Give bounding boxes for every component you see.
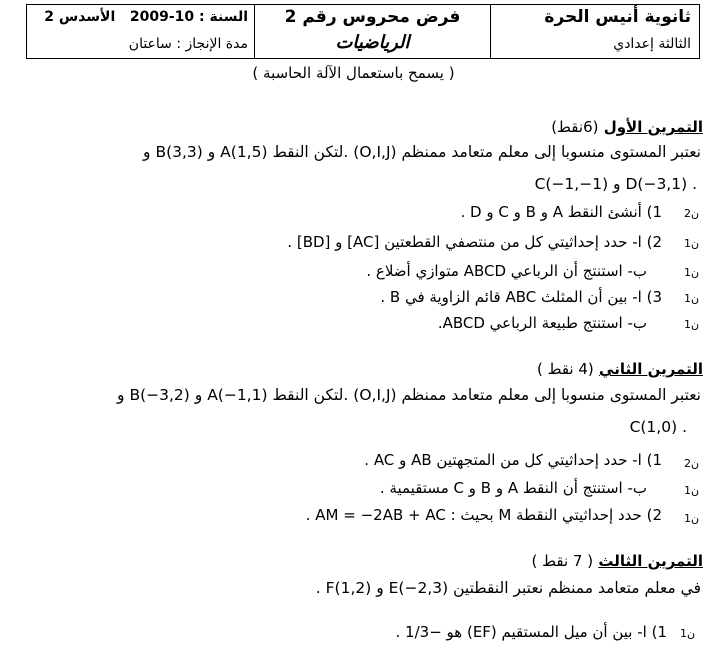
ex2-intro-line1: نعتبر المستوى منسوبا إلى معلم متعامد ممنظم (O,I,J) .لتكن النقط A(−1,1) و B(−3,2) و bbox=[117, 386, 701, 404]
ex1-q2a: 2) ا- حدد إحداثيتي كل من منتصفي القطعتين [AC] و [BD] . bbox=[287, 233, 662, 251]
ex2-q1b: ب- استنتج أن النقط A و B و C مستقيمية . bbox=[379, 479, 647, 497]
ex2-q1b-points: ن1 bbox=[684, 484, 700, 497]
ex2-intro-line2: . C(1,0) bbox=[629, 418, 687, 436]
header-title-cell bbox=[255, 5, 491, 58]
ex1-title bbox=[551, 118, 703, 136]
subject-title: الرياضيات bbox=[335, 32, 410, 53]
exam-title: فرض محروس رقم 2 bbox=[284, 7, 461, 27]
year-label: السنة : bbox=[199, 9, 248, 25]
ex2-q2: 2) حدد إحداثيتي النقطة M بحيث : AM = −2AB + AC . bbox=[305, 506, 662, 524]
ex2-points: (4 نقط ) bbox=[536, 360, 594, 378]
school-year bbox=[44, 9, 248, 25]
ex1-q2a-points: ن1 bbox=[684, 237, 700, 250]
ex1-q1: 1) أنشئ النقط A و B و C و D . bbox=[460, 203, 662, 221]
ex3-q1a-points: ن1 bbox=[680, 627, 696, 640]
duration: مدة الإنجاز : ساعتان bbox=[128, 36, 248, 52]
ex1-q2b-points: ن1 bbox=[684, 266, 700, 279]
semester: الأسدس 2 bbox=[44, 9, 116, 25]
ex1-points: (6نقط) bbox=[551, 118, 599, 136]
ex1-q2b: ب- استنتج أن الرباعي ABCD متوازي أضلاع . bbox=[366, 262, 647, 280]
ex1-q3a-points: ن1 bbox=[684, 292, 700, 305]
year-value: 2009-10 bbox=[129, 9, 195, 25]
ex1-q3b: ب- استنتج طبيعة الرباعي ABCD. bbox=[437, 314, 647, 332]
ex3-intro: في معلم متعامد ممنظم نعتبر النقطتين E(−2,3) و F(1,2) . bbox=[315, 579, 701, 597]
ex1-intro-line1: نعتبر المستوى منسوبا إلى معلم متعامد ممنظم (O,I,J) .لتكن النقط A(1,5) و B(3,3) و bbox=[143, 143, 701, 161]
school-name: ثانوية أنيس الحرة bbox=[544, 7, 691, 27]
grade-level: الثالثة إعدادي bbox=[613, 36, 691, 52]
ex1-q3a: 3) ا- بين أن المثلث ABC قائم الزاوية في B . bbox=[380, 288, 662, 306]
header-box bbox=[26, 4, 700, 59]
ex1-q1-points: ن2 bbox=[684, 207, 700, 220]
ex2-title-text: التمرين الثاني bbox=[599, 360, 703, 378]
calculator-note: ( يسمح باستعمال الآلة الحاسبة ) bbox=[252, 64, 455, 82]
ex1-q3b-points: ن1 bbox=[684, 318, 700, 331]
ex3-points: ( 7 نقط ) bbox=[531, 552, 594, 570]
ex2-q1a: 1) ا- حدد إحداثيتي كل من المتجهتين AB و AC . bbox=[364, 451, 662, 469]
ex3-title bbox=[532, 552, 703, 570]
header-school-cell bbox=[491, 5, 699, 58]
ex2-title bbox=[537, 360, 703, 378]
ex3-title-text: التمرين الثالث bbox=[598, 552, 703, 570]
ex2-q2-points: ن1 bbox=[684, 512, 700, 525]
ex1-title-text: التمرين الأول bbox=[603, 118, 703, 136]
ex1-intro-line2: . D(−3,1) و C(−1,−1) bbox=[534, 175, 697, 193]
ex3-q1a: 1) ا- بين أن ميل المستقيم (EF) هو −1/3 . bbox=[395, 623, 667, 641]
header-info-cell bbox=[27, 5, 255, 58]
ex2-q1a-points: ن2 bbox=[684, 457, 700, 470]
